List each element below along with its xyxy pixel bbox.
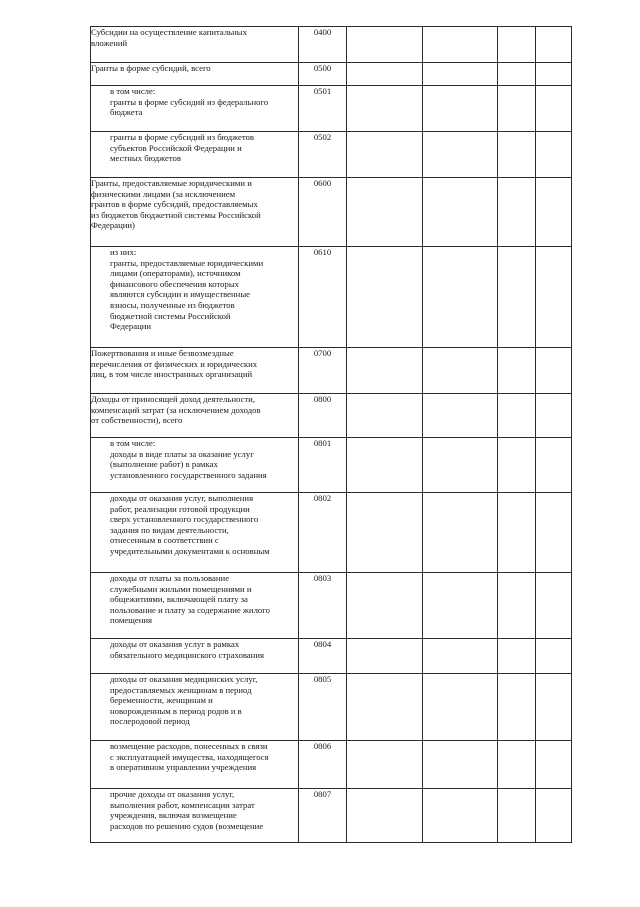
row-name-cell xyxy=(91,789,299,843)
empty-value-cell xyxy=(347,86,423,132)
empty-value-cell xyxy=(347,132,423,178)
row-name: доходы от оказания услуг в рамках обязательного медицинского страхования xyxy=(110,639,264,660)
empty-value-cell xyxy=(423,132,498,178)
empty-value-cell xyxy=(423,789,498,843)
empty-value-cell xyxy=(498,789,536,843)
empty-value-cell xyxy=(423,348,498,394)
row-code-cell xyxy=(299,132,347,178)
row-name-cell xyxy=(91,132,299,178)
table-row xyxy=(91,27,572,63)
row-code-cell xyxy=(299,348,347,394)
empty-value-cell xyxy=(536,178,572,247)
row-code: 0501 xyxy=(313,86,332,96)
row-name: доходы от платы за пользование служебными жилыми помещениями и общежитиями, включающей плату за пользование и плату за содержание жилого помещения xyxy=(110,573,270,626)
empty-value-cell xyxy=(423,178,498,247)
empty-value-cell xyxy=(423,573,498,639)
row-name-cell xyxy=(91,438,299,493)
row-code-cell xyxy=(299,178,347,247)
row-name: Гранты в форме субсидий, всего xyxy=(91,63,211,73)
row-code-cell xyxy=(299,674,347,741)
empty-value-cell xyxy=(347,741,423,789)
empty-value-cell xyxy=(423,438,498,493)
row-name-cell xyxy=(91,674,299,741)
row-code: 0803 xyxy=(313,573,332,583)
empty-value-cell xyxy=(423,86,498,132)
income-table xyxy=(90,26,572,843)
empty-value-cell xyxy=(536,86,572,132)
empty-value-cell xyxy=(498,573,536,639)
row-code-cell xyxy=(299,438,347,493)
empty-value-cell xyxy=(347,674,423,741)
empty-value-cell xyxy=(498,438,536,493)
empty-value-cell xyxy=(423,394,498,438)
row-code-cell xyxy=(299,741,347,789)
row-name-cell xyxy=(91,63,299,86)
row-code: 0807 xyxy=(313,789,332,799)
table-row xyxy=(91,573,572,639)
empty-value-cell xyxy=(536,493,572,573)
empty-value-cell xyxy=(498,63,536,86)
row-name-cell xyxy=(91,247,299,348)
table-row xyxy=(91,348,572,394)
row-code-cell xyxy=(299,86,347,132)
row-code: 0800 xyxy=(313,394,332,404)
row-code: 0400 xyxy=(313,27,332,37)
empty-value-cell xyxy=(347,394,423,438)
empty-value-cell xyxy=(498,493,536,573)
empty-value-cell xyxy=(498,132,536,178)
table-row xyxy=(91,178,572,247)
empty-value-cell xyxy=(423,63,498,86)
table-row xyxy=(91,438,572,493)
empty-value-cell xyxy=(347,789,423,843)
empty-value-cell xyxy=(347,573,423,639)
empty-value-cell xyxy=(536,674,572,741)
row-code-cell xyxy=(299,493,347,573)
table-row xyxy=(91,741,572,789)
row-name: гранты в форме субсидий из бюджетов субъектов Российской Федерации и местных бюджетов xyxy=(110,132,254,164)
empty-value-cell xyxy=(536,132,572,178)
row-name-cell xyxy=(91,741,299,789)
row-code-cell xyxy=(299,63,347,86)
row-code: 0806 xyxy=(313,741,332,751)
table-row xyxy=(91,789,572,843)
table-row xyxy=(91,132,572,178)
table-row xyxy=(91,639,572,674)
empty-value-cell xyxy=(536,348,572,394)
empty-value-cell xyxy=(536,247,572,348)
row-name: Доходы от приносящей доход деятельности, компенсаций затрат (за исключением доходов от собственности), всего xyxy=(91,394,261,426)
row-code: 0500 xyxy=(313,63,332,73)
empty-value-cell xyxy=(536,789,572,843)
row-code-cell xyxy=(299,394,347,438)
empty-value-cell xyxy=(423,639,498,674)
table-row xyxy=(91,63,572,86)
empty-value-cell xyxy=(347,27,423,63)
row-name: в том числе: гранты в форме субсидий из федерального бюджета xyxy=(110,86,269,118)
table-row xyxy=(91,86,572,132)
empty-value-cell xyxy=(536,438,572,493)
row-name-cell xyxy=(91,27,299,63)
empty-value-cell xyxy=(536,741,572,789)
row-name: доходы от оказания медицинских услуг, предоставляемых женщинам в период беременности, женщинам и новорожденным в период родов и в послеродовой период xyxy=(110,674,258,727)
row-name: Пожертвования и иные безвозмездные перечисления от физических и юридических лиц, в том числе иностранных организаций xyxy=(91,348,258,380)
row-name-cell xyxy=(91,639,299,674)
row-code-cell xyxy=(299,573,347,639)
row-code-cell xyxy=(299,789,347,843)
table-row xyxy=(91,493,572,573)
row-name-cell xyxy=(91,573,299,639)
empty-value-cell xyxy=(347,178,423,247)
row-code: 0502 xyxy=(313,132,332,142)
row-name: прочие доходы от оказания услуг, выполнения работ, компенсации затрат учреждения, включая возмещение расходов по решению судов (возмещение xyxy=(110,789,264,831)
empty-value-cell xyxy=(347,63,423,86)
row-code: 0801 xyxy=(313,438,332,448)
row-code-cell xyxy=(299,639,347,674)
empty-value-cell xyxy=(347,247,423,348)
table-row xyxy=(91,394,572,438)
empty-value-cell xyxy=(536,63,572,86)
row-code-cell xyxy=(299,247,347,348)
table-body xyxy=(91,27,572,843)
empty-value-cell xyxy=(498,674,536,741)
row-name: Субсидии на осуществление капитальных вложений xyxy=(91,27,247,48)
row-code: 0802 xyxy=(313,493,332,503)
row-code-cell xyxy=(299,27,347,63)
empty-value-cell xyxy=(423,493,498,573)
row-name: Гранты, предоставляемые юридическими и физическими лицами (за исключением грантов в форме субсидий, предоставляемых из бюджетов бюджетной системы Российской Федерации) xyxy=(91,178,261,231)
empty-value-cell xyxy=(498,348,536,394)
empty-value-cell xyxy=(498,741,536,789)
empty-value-cell xyxy=(423,247,498,348)
row-name-cell xyxy=(91,348,299,394)
empty-value-cell xyxy=(347,639,423,674)
row-code: 0600 xyxy=(313,178,332,188)
row-code: 0700 xyxy=(313,348,332,358)
row-name: в том числе: доходы в виде платы за оказание услуг (выполнение работ) в рамках установленного государственного задания xyxy=(110,438,267,480)
row-code: 0610 xyxy=(313,247,332,257)
empty-value-cell xyxy=(498,178,536,247)
row-name-cell xyxy=(91,86,299,132)
empty-value-cell xyxy=(498,394,536,438)
empty-value-cell xyxy=(423,27,498,63)
row-name: возмещение расходов, понесенных в связи с эксплуатацией имущества, находящегося в оперативном управлении учреждения xyxy=(110,741,269,773)
empty-value-cell xyxy=(498,247,536,348)
empty-value-cell xyxy=(498,86,536,132)
empty-value-cell xyxy=(536,394,572,438)
empty-value-cell xyxy=(423,674,498,741)
empty-value-cell xyxy=(347,348,423,394)
row-name: доходы от оказания услуг, выполнения работ, реализации готовой продукции сверх установленного государственного задания по видам деятельности, отнесенным в соответствии с учредительными документами к основным xyxy=(110,493,270,556)
empty-value-cell xyxy=(498,27,536,63)
empty-value-cell xyxy=(536,573,572,639)
row-code: 0804 xyxy=(313,639,332,649)
table-row xyxy=(91,674,572,741)
row-name: из них: гранты, предоставляемые юридическими лицами (операторами), источником финансового обеспечения которых являются субсидии и имущественные взносы, полученные из бюджетов бюджетной системы Российской Федерации xyxy=(110,247,264,332)
empty-value-cell xyxy=(347,438,423,493)
row-name-cell xyxy=(91,493,299,573)
row-code: 0805 xyxy=(313,674,332,684)
row-name-cell xyxy=(91,178,299,247)
empty-value-cell xyxy=(536,639,572,674)
empty-value-cell xyxy=(423,741,498,789)
empty-value-cell xyxy=(536,27,572,63)
empty-value-cell xyxy=(347,493,423,573)
table-row xyxy=(91,247,572,348)
row-name-cell xyxy=(91,394,299,438)
empty-value-cell xyxy=(498,639,536,674)
